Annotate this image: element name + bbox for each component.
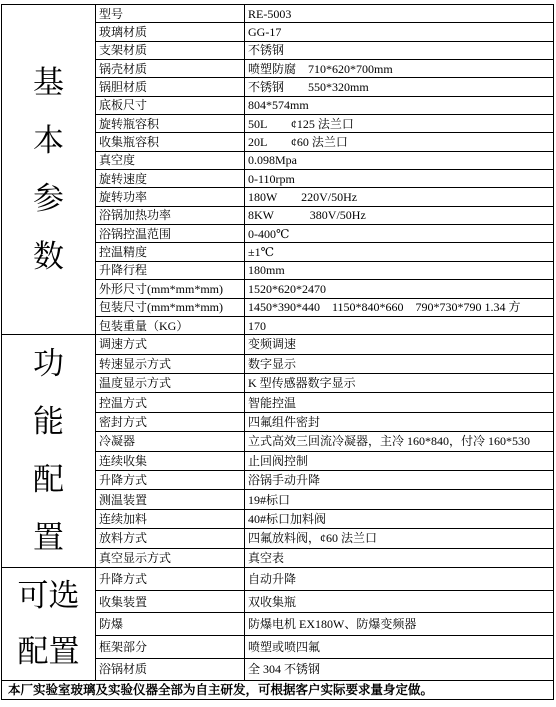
spec-label: 连续加料 [96, 509, 245, 528]
spec-value: ±1℃ [245, 243, 554, 261]
spec-value: 立式高效三回流冷凝器，主冷 160*840，付冷 160*530 [245, 432, 554, 451]
spec-value: 180W 220V/50Hz [245, 188, 554, 206]
footer-note: 本厂实验室玻璃及实验仪器全部为自主研发，可根据客户实际要求量身定做。 [2, 681, 554, 700]
spec-value: 防爆电机 EX180W、防爆变频器 [245, 613, 554, 636]
spec-table [1, 4, 554, 700]
spec-label: 测温装置 [96, 490, 245, 509]
spec-value: 数字显示 [245, 354, 554, 373]
spec-label: 连续收集 [96, 451, 245, 470]
spec-label: 放料方式 [96, 529, 245, 548]
spec-value: 止回阀控制 [245, 451, 554, 470]
spec-value: 智能控温 [245, 393, 554, 412]
spec-label: 收集装置 [96, 590, 245, 613]
spec-label: 升降行程 [96, 261, 245, 279]
spec-value: 双收集瓶 [245, 590, 554, 613]
spec-label: 控温精度 [96, 243, 245, 261]
spec-value: 四氟放料阀，ȼ60 法兰口 [245, 529, 554, 548]
section-title-line: 配置 [17, 634, 80, 670]
spec-value: 真空表 [245, 548, 554, 568]
spec-label: 浴锅控温范围 [96, 225, 245, 243]
spec-value: 1450*390*440 1150*840*660 790*730*790 1.34 方 [245, 298, 554, 316]
spec-label: 锅壳材质 [96, 60, 245, 78]
spec-row [2, 5, 554, 23]
spec-row [2, 568, 554, 591]
section-title: 功 能 配 置 [2, 335, 96, 568]
spec-value: 20L ȼ60 法兰口 [245, 133, 554, 151]
spec-label: 转速显示方式 [96, 354, 245, 373]
section-title: 基 本 参 数 [2, 5, 96, 335]
section-title-line: 可选 [17, 578, 80, 614]
spec-label: 包装重量（KG） [96, 316, 245, 334]
spec-value: 变频调速 [245, 335, 554, 354]
spec-value: 四氟组件密封 [245, 412, 554, 431]
spec-value: 170 [245, 316, 554, 334]
spec-label: 旋转瓶容积 [96, 115, 245, 133]
spec-label: 支架材质 [96, 41, 245, 59]
spec-value: 50L ȼ125 法兰口 [245, 115, 554, 133]
spec-label: 底板尺寸 [96, 96, 245, 114]
section-title [2, 568, 96, 681]
spec-value: 全 304 不锈钢 [245, 658, 554, 681]
spec-label: 控温方式 [96, 393, 245, 412]
spec-row [2, 335, 554, 354]
spec-value: RE-5003 [245, 5, 554, 23]
spec-value: GG-17 [245, 23, 554, 41]
spec-label: 包装尺寸(mm*mm*mm) [96, 298, 245, 316]
spec-value: 804*574mm [245, 96, 554, 114]
spec-label: 防爆 [96, 613, 245, 636]
spec-value: 180mm [245, 261, 554, 279]
spec-label: 冷凝器 [96, 432, 245, 451]
spec-value: 不锈钢 [245, 41, 554, 59]
spec-label: 真空度 [96, 151, 245, 169]
spec-label: 旋转功率 [96, 188, 245, 206]
spec-label: 锅胆材质 [96, 78, 245, 96]
spec-value: 浴锅手动升降 [245, 471, 554, 490]
spec-value: K 型传感器数字显示 [245, 374, 554, 393]
spec-label: 升降方式 [96, 568, 245, 591]
spec-label: 调速方式 [96, 335, 245, 354]
spec-value: 8KW 380V/50Hz [245, 206, 554, 224]
spec-value: 19#标口 [245, 490, 554, 509]
spec-value: 0-400℃ [245, 225, 554, 243]
spec-value: 40#标口加料阀 [245, 509, 554, 528]
spec-value: 0.098Mpa [245, 151, 554, 169]
spec-value: 0-110rpm [245, 170, 554, 188]
spec-label: 升降方式 [96, 471, 245, 490]
spec-value: 喷塑防腐 710*620*700mm [245, 60, 554, 78]
spec-label: 型号 [96, 5, 245, 23]
spec-label: 温度显示方式 [96, 374, 245, 393]
spec-label: 外形尺寸(mm*mm*mm) [96, 280, 245, 298]
footer-row [2, 681, 554, 700]
spec-label: 玻璃材质 [96, 23, 245, 41]
spec-label: 收集瓶容积 [96, 133, 245, 151]
spec-value: 不锈钢 550*320mm [245, 78, 554, 96]
spec-label: 密封方式 [96, 412, 245, 431]
spec-label: 旋转速度 [96, 170, 245, 188]
spec-label: 框架部分 [96, 635, 245, 658]
spec-value: 自动升降 [245, 568, 554, 591]
spec-label: 浴锅加热功率 [96, 206, 245, 224]
spec-value: 喷塑或喷四氟 [245, 635, 554, 658]
spec-label: 真空显示方式 [96, 548, 245, 568]
spec-label: 浴锅材质 [96, 658, 245, 681]
spec-value: 1520*620*2470 [245, 280, 554, 298]
